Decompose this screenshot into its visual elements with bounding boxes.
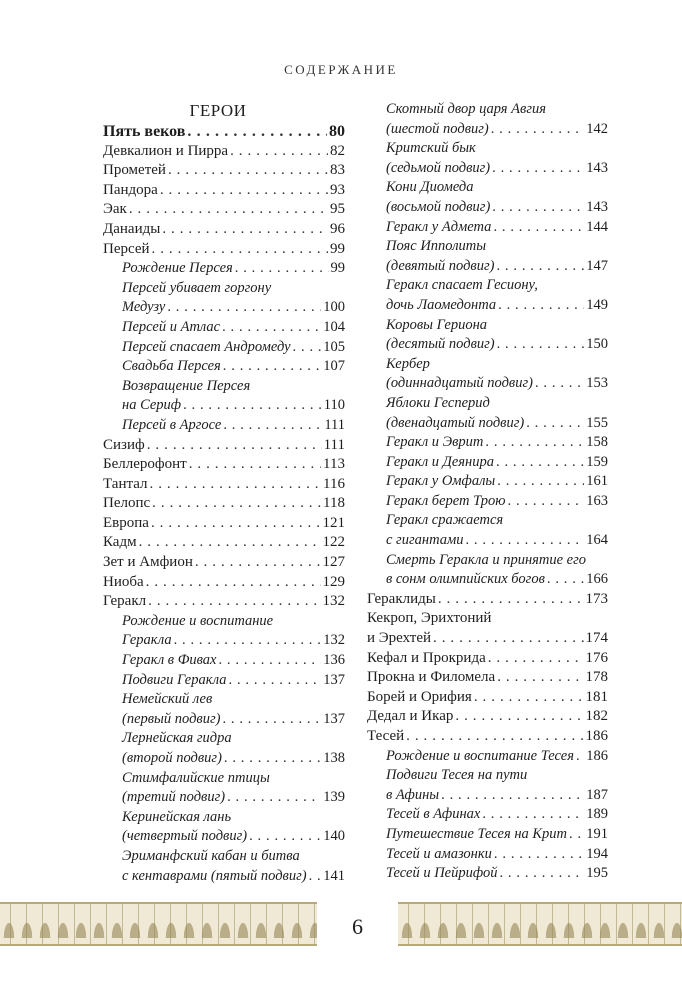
toc-entry-title: Геракл берет Трою	[386, 492, 506, 509]
toc-entry[interactable]	[103, 553, 345, 573]
toc-entry-page: 137	[323, 671, 345, 688]
toc-entry-page: 150	[586, 336, 608, 353]
dot-leader	[224, 749, 321, 769]
dot-leader	[222, 318, 321, 338]
dot-leader	[482, 805, 584, 825]
toc-entry[interactable]	[367, 766, 608, 805]
toc-entry[interactable]	[367, 688, 608, 708]
toc-entry[interactable]	[367, 394, 608, 433]
toc-entry-title: Возвращение Персея	[122, 377, 251, 394]
dot-leader	[465, 531, 584, 551]
toc-entry-title: Кадм	[103, 534, 137, 551]
toc-entry-page: 149	[586, 296, 608, 313]
dot-leader	[230, 142, 328, 162]
toc-entry-title: Скотный двор царя Авгия	[386, 101, 546, 117]
toc-entry[interactable]	[367, 649, 608, 669]
toc-entry-page: 155	[586, 414, 608, 431]
toc-entry-title: Персей в Аргосе	[122, 416, 222, 433]
toc-entry[interactable]	[367, 355, 608, 394]
toc-entry[interactable]	[103, 494, 345, 514]
toc-entry-title: Тесей	[367, 728, 405, 744]
dot-leader	[535, 374, 584, 394]
toc-entry-title: Пояс Ипполиты	[386, 238, 487, 255]
toc-entry-page: 129	[322, 573, 345, 590]
toc-entry-title: Геракл и Деянира	[386, 453, 494, 470]
toc-entry[interactable]	[103, 279, 345, 318]
toc-entry[interactable]	[103, 220, 345, 240]
toc-entry-title: Коровы Гериона	[386, 316, 488, 333]
toc-entry-title: Борей и Орифия	[367, 688, 472, 705]
toc-entry[interactable]	[367, 316, 608, 355]
toc-entry[interactable]	[367, 139, 608, 178]
toc-entry-title: Свадьба Персея	[122, 358, 221, 375]
toc-entry-page: 191	[586, 825, 608, 842]
toc-entry-page: 158	[586, 434, 608, 451]
toc-entry-title: Подвиги Тесея на пути	[386, 767, 528, 784]
dot-leader	[195, 553, 321, 573]
dot-leader	[526, 414, 584, 434]
toc-entry-title: (шестой подвиг)	[386, 120, 489, 137]
toc-entry-title: (первый подвиг)	[122, 710, 221, 727]
toc-entry[interactable]	[367, 551, 608, 590]
toc-entry-title: Тесей в Афинах	[386, 806, 481, 823]
ornament-band-right	[398, 902, 682, 946]
toc-entry-page: 111	[323, 436, 345, 453]
dot-leader	[499, 864, 584, 884]
toc-entry-title: Персей	[103, 240, 150, 257]
toc-entry-page: 132	[322, 593, 345, 610]
dot-leader	[168, 161, 328, 181]
toc-entry-page: 173	[585, 590, 608, 607]
toc-entry-title: (двенадцатый подвиг)	[386, 414, 525, 431]
toc-entry[interactable]	[103, 142, 345, 162]
dot-leader	[129, 200, 328, 220]
toc-entry[interactable]	[103, 357, 345, 377]
dot-leader	[183, 396, 322, 416]
toc-list-left	[103, 122, 345, 886]
toc-entry-page: 163	[586, 492, 608, 509]
toc-entry[interactable]	[367, 707, 608, 727]
dot-leader	[497, 668, 583, 688]
toc-entry[interactable]	[103, 122, 345, 142]
toc-entry[interactable]	[103, 514, 345, 534]
dot-leader	[174, 631, 322, 651]
toc-entry-title: Девкалион и Пирра	[103, 142, 229, 159]
toc-entry-title: Яблоки Гесперид	[386, 394, 490, 411]
dot-leader	[491, 120, 585, 140]
toc-entry[interactable]	[367, 433, 608, 453]
toc-entry-title: Европа	[103, 514, 149, 531]
toc-entry-page: 93	[330, 181, 345, 198]
toc-entry-title: Геракл у Омфалы	[386, 473, 496, 490]
toc-entry-title: Персей спасает Андромеду	[122, 338, 291, 355]
toc-entry-page: 99	[330, 240, 345, 257]
toc-entry-title: Геракл	[103, 593, 147, 610]
toc-entry-page: 178	[585, 669, 608, 686]
toc-entry[interactable]	[103, 651, 345, 671]
toc-entry-title: Эриманфский кабан и битва	[122, 847, 300, 864]
toc-entry[interactable]	[103, 318, 345, 338]
toc-entry-page: 80	[329, 123, 345, 140]
toc-entry-title: Путешествие Тесея на Крит	[386, 825, 568, 842]
toc-entry-page: 99	[330, 260, 345, 277]
toc-entry[interactable]	[103, 200, 345, 220]
dot-leader	[309, 867, 322, 887]
toc-entry[interactable]	[103, 475, 345, 495]
toc-entry-title: Персей убивает горгону	[122, 279, 272, 296]
toc-entry-page: 96	[330, 220, 345, 237]
toc-entry-page: 104	[323, 318, 345, 335]
toc-entry-title: Керинейская лань	[122, 808, 232, 825]
toc-entry-page: 153	[586, 375, 608, 392]
toc-entry-title: Ниоба	[103, 573, 144, 590]
toc-entry-page: 110	[323, 397, 345, 414]
toc-entry[interactable]	[367, 747, 608, 767]
toc-entry-title: Критский бык	[386, 140, 476, 157]
toc-entry-page: 138	[323, 750, 345, 766]
toc-entry[interactable]	[103, 533, 345, 553]
toc-entry[interactable]	[367, 864, 608, 884]
toc-entry-title: Геракл и Эврит	[386, 434, 484, 451]
page-number: 6	[352, 914, 363, 939]
toc-entry-title: с кентаврами (пятый подвиг)	[122, 867, 307, 884]
toc-entry-title: (десятый подвиг)	[386, 336, 495, 353]
toc-entry-page: 194	[586, 845, 608, 862]
dot-leader	[508, 492, 585, 512]
dot-leader	[433, 629, 583, 649]
toc-entry-title: Зет и Амфион	[103, 554, 193, 571]
toc-entry-title: Рождение и воспитание Тесея	[386, 747, 574, 764]
toc-entry-page: 116	[323, 475, 345, 492]
toc-entry-page: 83	[330, 162, 345, 179]
toc-entry[interactable]	[367, 276, 608, 315]
toc-right-column	[367, 100, 608, 884]
dot-leader	[146, 573, 321, 593]
toc-entry-title: Стимфалийские птицы	[122, 769, 270, 786]
toc-entry-page: 122	[322, 534, 345, 551]
toc-entry-page: 121	[322, 514, 345, 531]
toc-entry[interactable]	[103, 769, 345, 808]
toc-entry-title: в сонм олимпийских богов	[386, 571, 545, 588]
dot-leader	[227, 788, 321, 808]
toc-entry[interactable]	[103, 416, 345, 436]
dot-leader	[160, 181, 328, 201]
toc-entry[interactable]	[367, 218, 608, 238]
toc-entry-page: 127	[322, 554, 345, 571]
dot-leader	[229, 671, 322, 691]
toc-entry-title: Немейский лев	[122, 691, 213, 708]
toc-entry[interactable]	[367, 492, 608, 512]
toc-entry-page: 139	[323, 789, 345, 806]
toc-entry[interactable]	[103, 573, 345, 593]
toc-entry-page: 141	[323, 867, 345, 884]
toc-entry[interactable]	[367, 668, 608, 688]
toc-entry[interactable]	[103, 377, 345, 416]
toc-entry-page: 136	[323, 652, 345, 669]
toc-entry-title: Кербер	[386, 355, 430, 372]
toc-entry-title: Кони Диомеда	[386, 179, 474, 196]
dot-leader	[496, 257, 584, 277]
toc-entry-title: Пандора	[103, 181, 158, 198]
toc-entry[interactable]	[367, 825, 608, 845]
toc-entry-page: 164	[586, 532, 608, 549]
toc-entry-page: 181	[585, 688, 608, 705]
toc-entry-page: 95	[330, 201, 345, 218]
dot-leader	[569, 825, 584, 845]
toc-entry[interactable]	[367, 727, 608, 747]
toc-entry[interactable]	[367, 805, 608, 825]
dot-leader	[147, 436, 322, 456]
toc-entry-page: 142	[586, 120, 608, 137]
toc-entry[interactable]	[103, 161, 345, 181]
toc-entry-page: 147	[586, 257, 608, 274]
toc-entry[interactable]	[103, 240, 345, 260]
toc-entry-title: Сизиф	[103, 436, 145, 453]
toc-entry-page: 143	[586, 159, 608, 176]
toc-entry-title: Геракл в Фивах	[122, 652, 217, 669]
toc-entry-title: (третий подвиг)	[122, 789, 226, 806]
dot-leader	[441, 786, 584, 806]
dot-leader	[218, 651, 321, 671]
section-title: ГЕРОИ	[189, 101, 247, 120]
toc-entry-title: Прометей	[103, 162, 166, 179]
toc-entry-page: 182	[585, 708, 608, 725]
toc-entry-page: 100	[323, 299, 345, 316]
toc-entry-page: 161	[586, 473, 608, 490]
toc-entry-title: Кефал и Прокрида	[367, 649, 486, 666]
toc-entry-page: 186	[586, 747, 608, 764]
toc-entry[interactable]	[367, 590, 608, 610]
toc-list-right	[367, 100, 608, 884]
toc-entry-title: Пелопс	[103, 495, 151, 512]
dot-leader	[406, 727, 583, 747]
toc-entry[interactable]	[367, 845, 608, 865]
toc-entry-title: Беллерофонт	[103, 456, 187, 473]
toc-entry-title: (четвертый подвиг)	[122, 828, 248, 845]
toc-entry-page: 105	[323, 338, 345, 355]
toc-entry-title: с гигантами	[386, 532, 464, 549]
dot-leader	[162, 220, 328, 240]
toc-left-column	[103, 100, 345, 886]
dot-leader	[498, 296, 584, 316]
toc-entry-title: Подвиги Геракла	[122, 671, 227, 688]
toc-entry[interactable]	[103, 690, 345, 729]
dot-leader	[494, 845, 584, 865]
toc-entry[interactable]	[103, 808, 345, 847]
toc-entry[interactable]	[103, 455, 345, 475]
toc-entry-page: 176	[585, 649, 608, 666]
toc-entry[interactable]	[367, 511, 608, 550]
dot-leader	[474, 688, 584, 708]
dot-leader	[438, 590, 584, 610]
toc-entry-page: 159	[586, 453, 608, 470]
toc-entry[interactable]	[103, 436, 345, 456]
toc-entry-title: (седьмой подвиг)	[386, 159, 491, 176]
dot-leader	[496, 453, 584, 473]
running-head: СОДЕРЖАНИЕ	[284, 62, 398, 77]
toc-entry-page: 111	[324, 416, 345, 433]
dot-leader	[293, 338, 322, 358]
toc-entry-title: Гераклиды	[367, 590, 436, 607]
dot-leader	[547, 570, 584, 590]
toc-entry-page: 132	[323, 632, 345, 649]
toc-entry-title: Пять веков	[103, 123, 186, 140]
toc-entry-page: 174	[585, 630, 608, 647]
toc-entry-title: Рождение Персея	[122, 260, 233, 277]
dot-leader	[167, 298, 321, 318]
dot-leader	[235, 259, 329, 279]
toc-entry-title: Геракл спасает Гесиону,	[386, 277, 538, 294]
dot-leader	[576, 747, 584, 767]
toc-entry-title: дочь Лаомедонта	[386, 296, 497, 313]
dot-leader	[148, 592, 320, 612]
dot-leader	[488, 649, 584, 669]
toc-entry-title: Тесей и амазонки	[386, 845, 492, 862]
toc-entry-title: на Сериф	[122, 397, 182, 414]
toc-entry[interactable]	[367, 609, 608, 648]
toc-entry[interactable]	[367, 100, 608, 139]
toc-entry-title: (второй подвиг)	[122, 750, 222, 766]
toc-entry-title: Дедал и Икар	[367, 708, 454, 725]
toc-entry-title: Геракла	[122, 632, 172, 649]
toc-entry[interactable]	[103, 181, 345, 201]
dot-leader	[189, 455, 321, 475]
toc-entry-title: Данаиды	[103, 220, 161, 237]
toc-entry-page: 166	[586, 571, 608, 588]
toc-entry-page: 186	[585, 728, 608, 744]
toc-entry-title: Тесей и Пейрифой	[386, 865, 498, 882]
toc-entry-title: Смерть Геракла и принятие его	[386, 551, 586, 568]
toc-entry-title: (восьмой подвиг)	[386, 198, 491, 215]
dot-leader	[223, 357, 321, 377]
toc-entry[interactable]	[103, 592, 345, 612]
dot-leader	[222, 710, 321, 730]
dot-leader	[497, 335, 585, 355]
ornament-band-left	[0, 902, 317, 946]
toc-entry-title: Персей и Атлас	[122, 318, 221, 335]
dot-leader	[485, 433, 584, 453]
toc-entry-page: 107	[323, 358, 345, 375]
toc-entry[interactable]	[103, 338, 345, 358]
toc-entry[interactable]	[103, 729, 345, 768]
toc-entry-title: и Эрехтей	[367, 630, 432, 647]
toc-entry-page: 82	[330, 142, 345, 159]
dot-leader	[152, 240, 328, 260]
dot-leader	[249, 827, 321, 847]
toc-entry-title: (девятый подвиг)	[386, 257, 495, 274]
toc-entry-page: 118	[323, 495, 345, 512]
toc-entry-title: в Афины	[386, 786, 440, 803]
toc-entry-page: 195	[586, 865, 608, 882]
toc-entry-page: 140	[323, 828, 345, 845]
toc-entry[interactable]	[103, 671, 345, 691]
toc-entry-page: 143	[586, 198, 608, 215]
toc-entry-title: Кекроп, Эрихтоний	[367, 610, 492, 627]
dot-leader	[152, 494, 321, 514]
toc-entry-title: Прокна и Филомела	[367, 669, 496, 686]
toc-entry-title: Эак	[103, 201, 127, 218]
toc-entry-title: Рождение и воспитание	[122, 612, 274, 629]
dot-leader	[492, 159, 584, 179]
dot-leader	[493, 218, 584, 238]
toc-entry-page: 187	[586, 786, 608, 803]
toc-entry-title: Медузу	[122, 299, 166, 316]
dot-leader	[492, 198, 584, 218]
toc-entry-title: Тантал	[103, 475, 148, 492]
toc-entry[interactable]	[367, 237, 608, 276]
toc-entry-title: Геракл сражается	[386, 512, 504, 529]
dot-leader	[150, 475, 322, 495]
toc-entry-page: 189	[586, 806, 608, 823]
toc-entry-page: 137	[323, 710, 345, 727]
dot-leader	[223, 416, 322, 436]
toc-entry[interactable]	[103, 612, 345, 651]
dot-leader	[187, 122, 327, 142]
toc-entry-title: Лернейская гидра	[122, 730, 232, 747]
toc-entry-title: (одиннадцатый подвиг)	[386, 375, 533, 392]
toc-entry[interactable]	[103, 259, 345, 279]
dot-leader	[151, 514, 321, 534]
dot-leader	[139, 533, 321, 553]
toc-entry[interactable]	[103, 847, 345, 886]
toc-entry[interactable]	[367, 472, 608, 492]
dot-leader	[455, 707, 583, 727]
toc-entry-page: 113	[323, 456, 345, 473]
toc-entry[interactable]	[367, 453, 608, 473]
dot-leader	[497, 472, 584, 492]
toc-entry-title: Геракл у Адмета	[386, 218, 492, 235]
toc-entry[interactable]	[367, 178, 608, 217]
toc-entry-page: 144	[586, 218, 608, 235]
